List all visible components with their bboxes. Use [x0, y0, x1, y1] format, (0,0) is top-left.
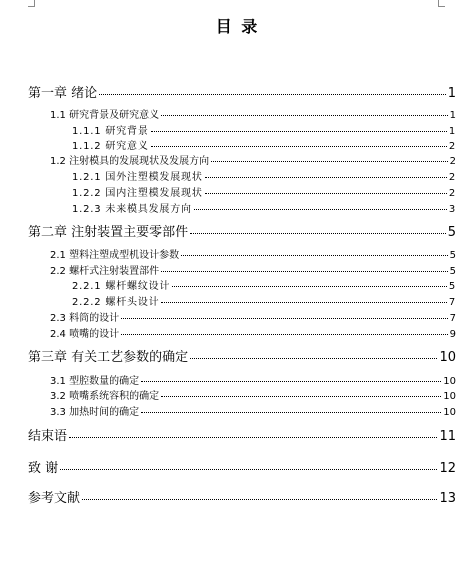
toc-entry-text: 2.3 料筒的设计	[50, 313, 120, 324]
toc-entry-section[interactable]	[50, 403, 456, 418]
toc-page-number: 5	[449, 250, 456, 261]
toc-entry-section[interactable]	[50, 325, 456, 340]
toc-page-number: 1	[449, 110, 456, 121]
toc-entry-text: 1.2 注射模具的发展现状及发展方向	[50, 156, 210, 167]
toc-page-number: 7	[449, 313, 456, 324]
toc-page-number: 2	[448, 188, 456, 199]
toc-leader-dots	[60, 457, 437, 470]
toc-title: 目 录	[215, 17, 260, 36]
toc-entry-references[interactable]	[28, 487, 456, 506]
toc-leader-dots	[181, 246, 448, 256]
page-corner-mark-right	[438, 0, 445, 7]
toc-entry-text: 结束语	[28, 429, 68, 444]
toc-page-number: 11	[439, 429, 456, 444]
toc-entry-chapter-3[interactable]	[28, 346, 456, 365]
toc-entry-text: 3.1 型腔数量的确定	[50, 376, 140, 387]
toc-entry-text: 1.1 研究背景及研究意义	[50, 110, 160, 121]
toc-page-number: 2	[448, 172, 456, 183]
toc-leader-dots	[69, 425, 437, 438]
toc-page-number: 10	[443, 407, 456, 418]
toc-leader-dots	[151, 122, 447, 132]
toc-leader-dots	[211, 152, 448, 162]
toc-entry-subsection[interactable]	[72, 168, 456, 183]
toc-entry-section[interactable]	[50, 387, 456, 402]
toc-entry-section[interactable]	[50, 309, 456, 324]
toc-leader-dots	[161, 106, 448, 116]
toc-page-number: 7	[448, 297, 456, 308]
toc-leader-dots	[172, 277, 447, 287]
toc-page-number: 1	[448, 126, 456, 137]
toc-leader-dots	[205, 168, 447, 178]
toc-entry-subsection[interactable]	[72, 200, 456, 215]
toc-entry-chapter-2[interactable]	[28, 221, 456, 240]
toc-entry-text: 参考文献	[28, 491, 81, 506]
toc-entry-text: 第一章 绪论	[28, 86, 98, 101]
toc-entry-subsection[interactable]	[72, 293, 456, 308]
toc-leader-dots	[141, 403, 441, 413]
toc-entry-text: 2.2 螺杆式注射装置部件	[50, 266, 160, 277]
toc-leader-dots	[161, 293, 446, 303]
toc-page-number: 10	[439, 350, 456, 365]
toc-entry-text: 3.3 加热时间的确定	[50, 407, 140, 418]
toc-entry-subsection[interactable]	[72, 122, 456, 137]
toc-leader-dots	[194, 200, 447, 210]
toc-leader-dots	[151, 137, 447, 147]
toc-leader-dots	[99, 82, 446, 95]
toc-entry-section[interactable]	[50, 262, 456, 277]
toc-entry-chapter-1[interactable]	[28, 82, 456, 101]
toc-entry-text: 1.1.1 研究背景	[72, 126, 149, 137]
toc-page-number: 10	[443, 376, 456, 387]
toc-entry-text: 3.2 喷嘴系统容积的确定	[50, 391, 160, 402]
toc-entry-text: 1.2.3 未来模具发展方向	[72, 204, 192, 215]
toc-entry-section[interactable]	[50, 246, 456, 261]
toc-leader-dots	[190, 221, 446, 234]
toc-leader-dots	[161, 262, 448, 272]
toc-entry-text: 致 谢	[28, 461, 59, 476]
toc-entry-subsection[interactable]	[72, 277, 456, 292]
toc-page-number: 9	[449, 329, 456, 340]
toc-page-number: 1	[447, 86, 456, 101]
toc-entry-section[interactable]	[50, 106, 456, 121]
toc-leader-dots	[121, 325, 448, 335]
toc-entry-text: 1.1.2 研究意义	[72, 141, 149, 152]
toc-entry-section[interactable]	[50, 152, 456, 167]
toc-page-number: 12	[439, 461, 456, 476]
toc-page-number: 5	[448, 281, 456, 292]
toc-entry-text: 1.2.2 国内注塑模发展现状	[72, 188, 203, 199]
toc-leader-dots	[205, 184, 447, 194]
toc-page-number: 3	[448, 204, 456, 215]
toc-leader-dots	[121, 309, 448, 319]
toc-entry-text: 2.2.2 螺杆头设计	[72, 297, 160, 308]
toc-entry-acknowledgements[interactable]	[28, 457, 456, 476]
toc-leader-dots	[141, 372, 441, 382]
toc-page-number: 13	[439, 491, 456, 506]
toc-page-number: 5	[449, 266, 456, 277]
toc-leader-dots	[161, 387, 441, 397]
toc-entry-subsection[interactable]	[72, 137, 456, 152]
toc-entry-text: 1.2.1 国外注塑模发展现状	[72, 172, 203, 183]
page-corner-mark-left	[28, 0, 35, 7]
toc-entry-section[interactable]	[50, 372, 456, 387]
toc-entry-subsection[interactable]	[72, 184, 456, 199]
toc-page-number: 10	[443, 391, 456, 402]
toc-page-number: 2	[448, 141, 456, 152]
toc-page-number: 2	[449, 156, 456, 167]
toc-leader-dots	[190, 346, 437, 359]
toc-entry-text: 2.2.1 螺杆螺纹设计	[72, 281, 171, 292]
toc-entry-text: 第三章 有关工艺参数的确定	[28, 350, 189, 365]
toc-entry-text: 2.4 喷嘴的设计	[50, 329, 120, 340]
toc-entry-text: 2.1 塑料注塑成型机设计参数	[50, 250, 180, 261]
toc-entry-conclusion[interactable]	[28, 425, 456, 444]
toc-leader-dots	[82, 487, 437, 500]
toc-page-number: 5	[447, 225, 456, 240]
toc-entry-text: 第二章 注射装置主要零部件	[28, 225, 189, 240]
